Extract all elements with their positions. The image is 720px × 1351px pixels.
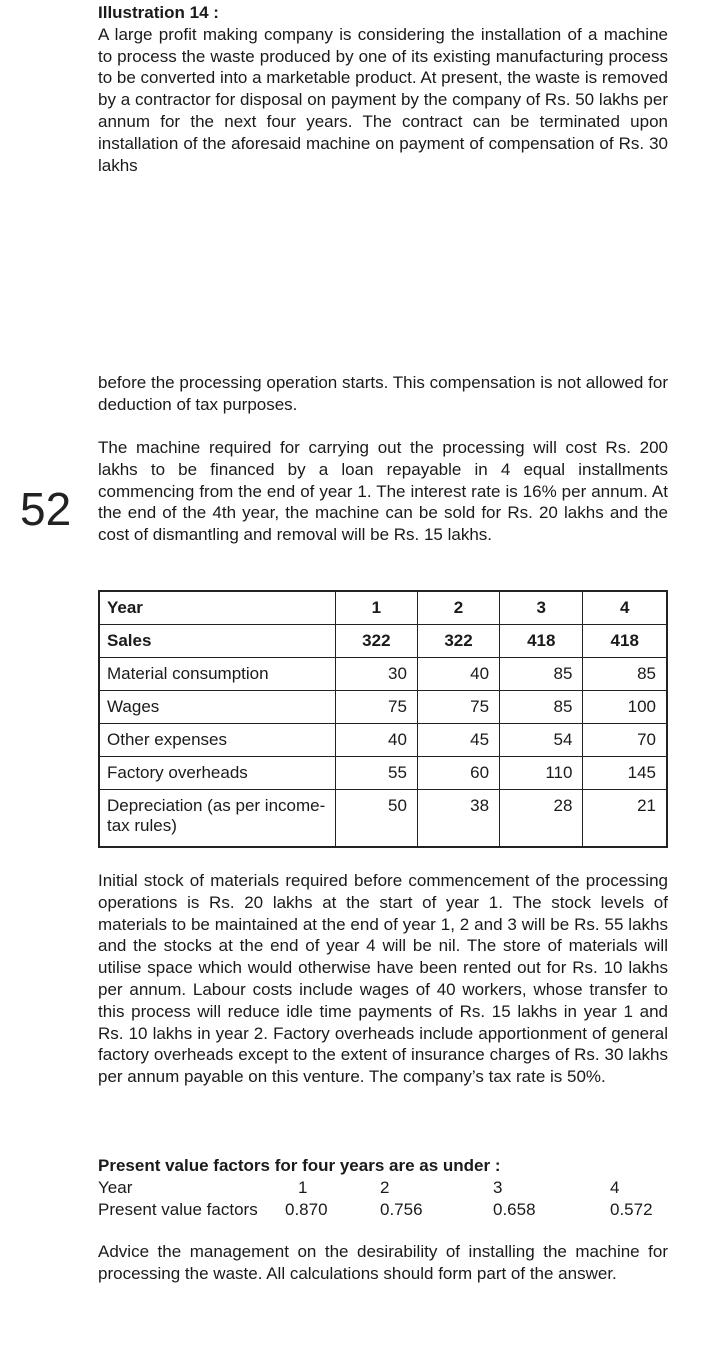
pv-factor: 0.870 <box>285 1199 328 1219</box>
pv-year: 2 <box>380 1177 390 1197</box>
table-cell: 70 <box>583 724 667 757</box>
table-cell: 85 <box>500 658 583 691</box>
pv-factor: 0.756 <box>380 1199 423 1219</box>
table-cell: 50 <box>335 790 417 848</box>
table-cell: 85 <box>583 658 667 691</box>
paragraph-2: before the processing operation starts. This compensation is not allowed for deduction of tax purposes. <box>98 373 668 414</box>
pv-title: Present value factors for four years are as under : <box>98 1156 501 1175</box>
table-row-label: Depreciation (as per income-tax rules) <box>99 790 335 848</box>
table-cell: 40 <box>335 724 417 757</box>
table-cell: 40 <box>417 658 499 691</box>
table-row-label: Sales <box>99 625 335 658</box>
table-cell: 145 <box>583 757 667 790</box>
pv-year-row <box>98 1177 668 1199</box>
table-row-sales <box>99 625 667 658</box>
table-cell: 418 <box>500 625 583 658</box>
table-header-cell: 4 <box>583 591 667 625</box>
table-row-label: Material consumption <box>99 658 335 691</box>
pv-factor-label: Present value factors <box>98 1199 258 1219</box>
table-cell: 28 <box>500 790 583 848</box>
table-row <box>99 757 667 790</box>
pv-year: 1 <box>298 1177 308 1197</box>
table-header-row <box>99 591 667 625</box>
table-cell: 418 <box>583 625 667 658</box>
pv-year: 3 <box>493 1177 503 1197</box>
table-row-label: Factory overheads <box>99 757 335 790</box>
paragraph-4: Initial stock of materials required before commencement of the processing operations is Rs. 20 lakhs at the start of year 1. The stock levels of materials to be maintained at the end of year 1, 2 and 3 will be Rs. 55 lakhs and the stocks at the end of year 4 will be nil. The store of materials will utilise space which would otherwise have been rented out for Rs. 10 lakhs per annum. Labour costs include wages of 40 workers, whose transfer to this process will reduce idle time payments of Rs. 15 lakhs in year 1 and Rs. 10 lakhs in year 2. Factory overheads include apportionment of general factory overheads except to the extent of insurance charges of Rs. 30 lakhs per annum payable on this venture. The company’s tax rate is 50%. <box>98 871 668 1087</box>
pv-year: 4 <box>610 1177 620 1197</box>
table-row <box>99 724 667 757</box>
table-row <box>99 790 667 848</box>
table-cell: 60 <box>417 757 499 790</box>
pv-year-label: Year <box>98 1177 133 1197</box>
table-row-label: Other expenses <box>99 724 335 757</box>
illustration-block <box>98 2 668 176</box>
pv-factor: 0.658 <box>493 1199 536 1219</box>
table-cell: 75 <box>335 691 417 724</box>
paragraph-1: A large profit making company is considering the installation of a machine to process the waste produced by one of its existing manufacturing process to be converted into a marketable product. At present, the waste is removed by a contractor for disposal on payment by the company of Rs. 50 lakhs per annum for the next four years. The contract can be terminated upon installation of the aforesaid machine on payment of compensation of Rs. 30 lakhs <box>98 24 668 175</box>
data-table <box>98 590 668 848</box>
table-header-label: Year <box>99 591 335 625</box>
table-row <box>99 691 667 724</box>
table-cell: 21 <box>583 790 667 848</box>
data-table-container <box>98 590 668 848</box>
table-header-cell: 1 <box>335 591 417 625</box>
table-cell: 322 <box>417 625 499 658</box>
table-cell: 85 <box>500 691 583 724</box>
table-row-label: Wages <box>99 691 335 724</box>
table-row <box>99 658 667 691</box>
table-header-cell: 3 <box>500 591 583 625</box>
paragraph-5: Advice the management on the desirability of installing the machine for processing the waste. All calculations should form part of the answer. <box>98 1242 668 1283</box>
table-cell: 100 <box>583 691 667 724</box>
table-cell: 110 <box>500 757 583 790</box>
pv-factor-row <box>98 1199 668 1221</box>
illustration-title: Illustration 14 : <box>98 3 219 22</box>
table-cell: 30 <box>335 658 417 691</box>
paragraph-3: The machine required for carrying out the processing will cost Rs. 200 lakhs to be financed by a loan repayable in 4 equal installments commencing from the end of year 1. The interest rate is 16% per annum. At the end of the 4th year, the machine can be sold for Rs. 20 lakhs and the cost of dismantling and removal will be Rs. 15 lakhs. <box>98 438 668 545</box>
table-cell: 55 <box>335 757 417 790</box>
page-number: 52 <box>20 483 72 535</box>
pv-factor: 0.572 <box>610 1199 653 1219</box>
table-cell: 54 <box>500 724 583 757</box>
table-cell: 45 <box>417 724 499 757</box>
table-cell: 322 <box>335 625 417 658</box>
pv-factors-block <box>98 1155 668 1220</box>
table-cell: 75 <box>417 691 499 724</box>
table-header-cell: 2 <box>417 591 499 625</box>
table-cell: 38 <box>417 790 499 848</box>
